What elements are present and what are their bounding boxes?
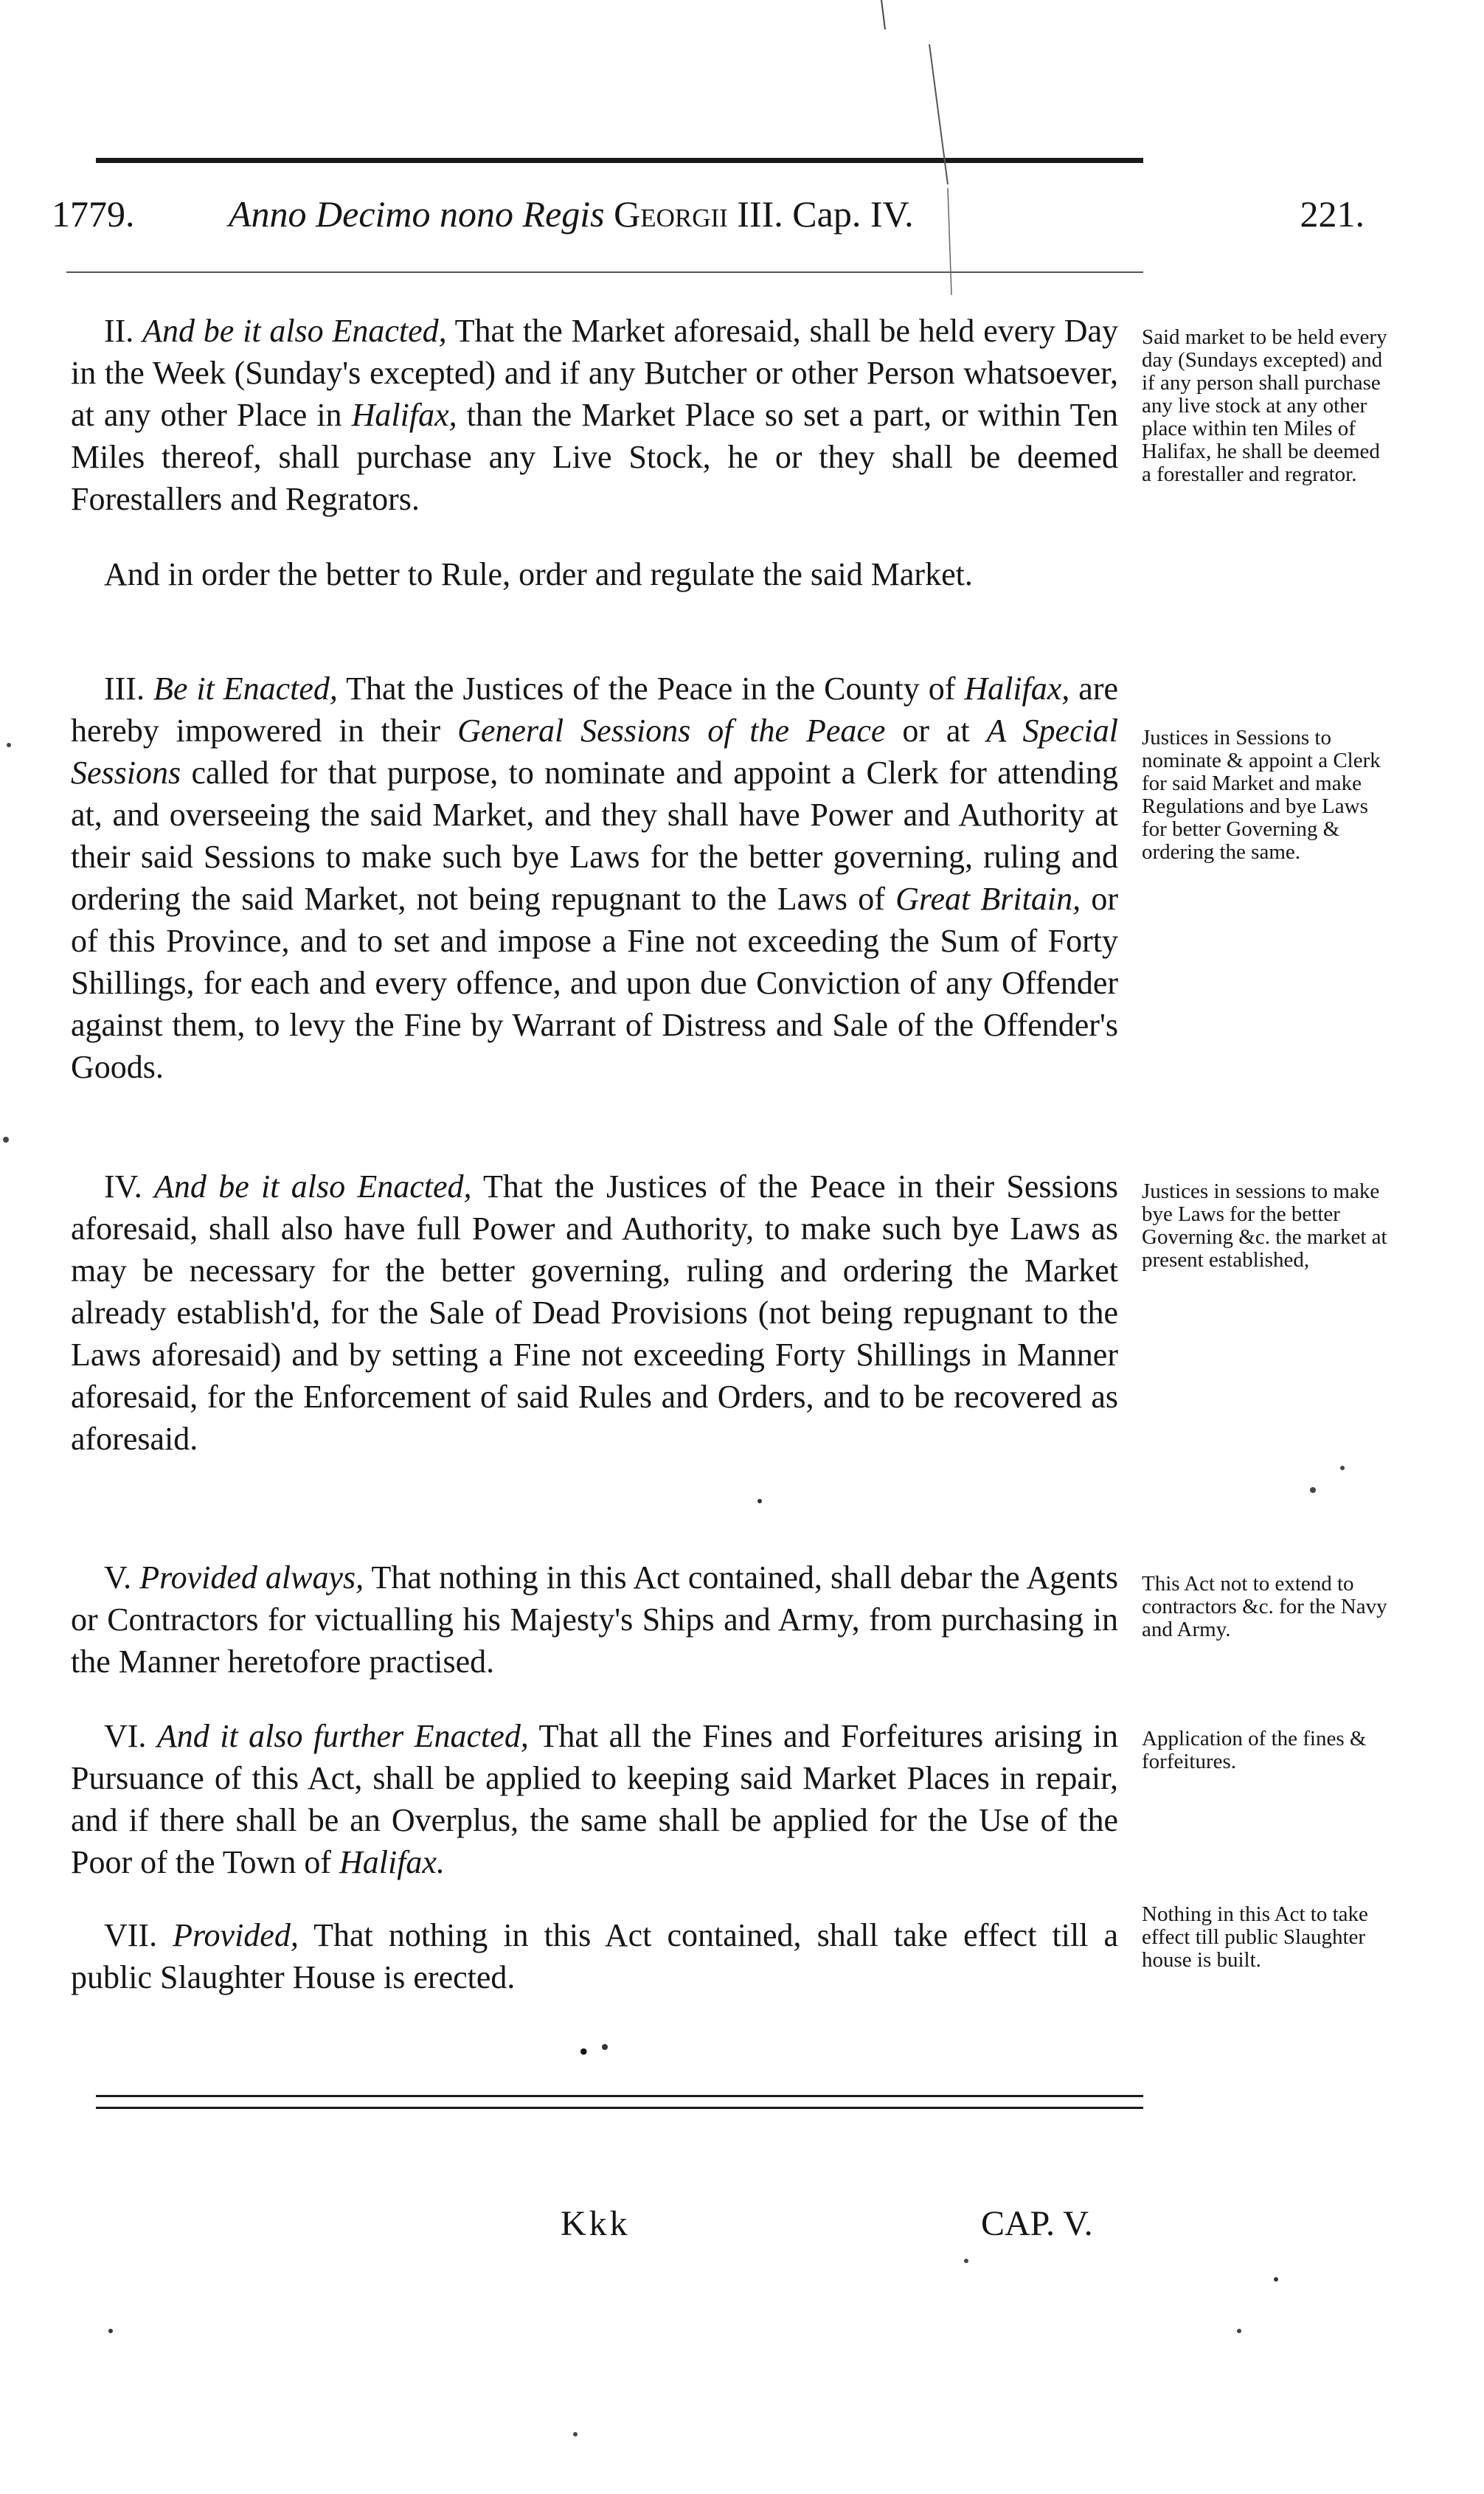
margin-note-vii: Nothing in this Act to take effect till public Slaughter house is built. [1142,1902,1368,1972]
catchword: CAP. V. [981,2204,1093,2243]
header-year: 1779. [52,193,135,235]
section-lead: Be it Enacted, [153,671,338,707]
section-numeral: III. [104,671,145,707]
section-numeral: VII. [104,1917,158,1953]
section-lead: And be it also Enacted, [142,313,447,349]
section-lead: And be it also Enacted, [154,1168,472,1205]
court-name: A Special Sessions [71,713,1118,791]
section-text: That all the Fines and Forfeitures arising in Pursuance of this Act, shall be applied to keeping said Market Places in repair, and if there shall be an Overplus, the same shall be applied for the Use of the Poor of the Town of [71,1718,1119,1880]
margin-note-iii: Justices in Sessions to nominate & appoint a Clerk for said Market and make Regulations and bye Laws for better Governing & ordering the same. [1142,726,1381,864]
section-text: That the Market aforesaid, shall be held every Day in the Week (Sunday's excepted) and if any Butcher or other Person whatsoever, at any other Place in [71,313,1118,433]
section-text: That nothing in this Act contained, shall debar the Agents or Contractors for victualling his Majesty's Ships and Army, from purchasing in the Manner heretofore practised. [71,1559,1119,1680]
signature-mark: Kkk [561,2204,631,2243]
section-lead: Provided always, [139,1559,364,1596]
section-text: That the Justices of the Peace in the County of [337,671,965,707]
margin-note-v: This Act not to extend to contractors &c. for the Navy and Army. [1142,1572,1387,1641]
section-text: are hereby impowered in their [71,671,1118,749]
header-title-rest: III. Cap. IV. [737,193,914,235]
margin-note-iv: Justices in sessions to make bye Laws for the better Governing &c. the market at present established, [1142,1180,1387,1272]
header-title-italic: Anno Decimo nono Regis [229,193,605,235]
section-text: And in order the better to Rule, order and regulate the said Market. [104,556,973,592]
country-name: Great Britain, [895,881,1081,917]
place-name: Halifax, [351,397,457,433]
margin-note-vi: Application of the fines & forfeitures. [1142,1727,1367,1773]
margin-note-ii: Said market to be held every day (Sundays excepted) and if any person shall purchase any live stock at any other place within ten Miles of Halifax, he shall be deemed a forestaller and regrator. [1142,325,1387,486]
court-name: General Sessions of the Peace [457,713,886,749]
section-text: or of this Province, and to set and impose a Fine not exceeding the Sum of Forty Shillings, for each and every offence, and upon due Conviction of any Offender against them, to levy the Fine by Warrant of Distress and Sale of the Offender's Goods. [71,881,1118,1085]
section-lead: Provided, [173,1917,299,1953]
section-numeral: IV. [104,1168,142,1205]
section-text: That the Justices of the Peace in their Sessions aforesaid, shall also have full Power and Authority, to make such bye Laws as may be necessary for the better governing, ruling and ordering the Market already establish'd, for the Sale of Dead Provisions (not being repugnant to the Laws aforesaid) and by setting a Fine not exceeding Forty Shillings in Manner aforesaid, for the Enforcement of said Rules and Orders, and to be recovered as aforesaid. [71,1168,1118,1457]
section-numeral: II. [104,313,134,349]
section-numeral: V. [104,1559,132,1596]
section-text: or at [885,713,987,749]
section-text: called for that purpose, to nominate and appoint a Clerk for attending at, and overseeing the said Market, and they shall have Power and Authority at their said Sessions to make such bye Laws for the better governing, ruling and ordering the said Market, not being repugnant to the Laws of [71,755,1118,917]
section-text: than the Market Place so set a part, or within Ten Miles thereof, shall purchase any Live Stock, he or they shall be deemed Forestallers and Regrators. [71,397,1118,517]
section-lead: And it also further Enacted, [156,1718,529,1754]
page-number: 221. [1300,193,1365,235]
header-title-king: Georgii [614,193,728,235]
section-numeral: VI. [104,1718,147,1754]
section-end-mark: • [579,2037,589,2066]
section-text: That nothing in this Act contained, shall take effect till a public Slaughter House is erected. [71,1917,1118,1995]
place-name: Halifax. [339,1844,445,1880]
place-name: Halifax, [964,671,1070,707]
